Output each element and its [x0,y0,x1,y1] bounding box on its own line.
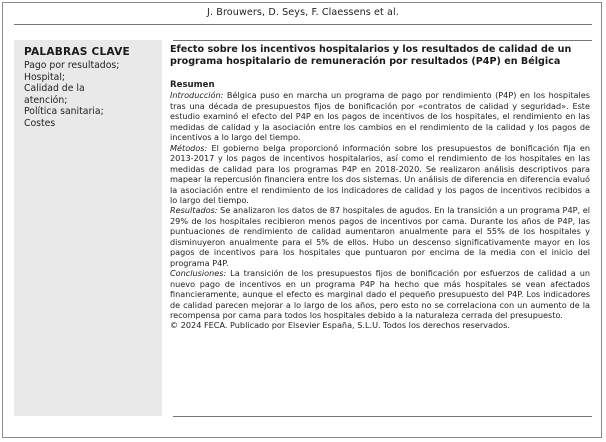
section-text: Bélgica puso en marcha un programa de pago por rendimiento (P4P) en los hospitales tras una década de presupuestos fijos de bonificación por «contratos de calidad y seguridad». Este estudio examinó el efecto del P4P en los pagos de incentivos de los hospitales, el rendimiento en las medidas de calidad y la asociación entre los cambios en el rendimiento de la calidad y los pagos de incentivos a lo largo del tiempo. [170,90,590,143]
top-rule [14,24,592,25]
section-text: La transición de los presupuestos fijos de bonificación por esfuerzos de calidad a un nuevo pago de incentivos en un programa P4P ha hecho que más hospitales se vean afectados financieramente, aunque el efecto es marginal dado el pequeño presupuesto del P4P. Los indicadores de calidad parecen mejorar a lo largo de los años, pero esto no se correlaciona con un aumento de la recompensa por cama para todos los hospitales debido a la naturaleza cerrada del presupuesto. [170,268,590,320]
abstract [170,80,590,331]
keyword-item: Hospital; [24,71,66,83]
section-label: Introducción: [170,90,224,101]
bottom-rule [173,416,592,417]
abstract-heading: Resumen [170,80,215,90]
keywords-list [24,60,158,129]
section-label: Conclusiones: [170,268,227,279]
abstract-conclusions [170,268,590,320]
copyright-line: © 2024 FECA. Publicado por Elsevier España, S.L.U. Todos los derechos reservados. [170,320,510,331]
section-label: Métodos: [170,142,208,153]
keyword-item: Política sanitaria; [24,106,104,117]
keywords-title: PALABRAS CLAVE [24,46,130,58]
section-label: Resultados: [170,205,218,216]
keyword-item: Costes [24,117,56,129]
article-title: Efecto sobre los incentivos hospitalarios y los resultados de calidad de un programa hospitalario de remuneración por resultados (P4P) en Bélgica [170,44,572,67]
abstract-methods [170,143,590,206]
abstract-introduction [170,90,590,142]
section-text: El gobierno belga proporcionó información sobre los presupuestos de bonificación fija en 2013-2017 y los pagos de incentivos hospitalarios, así como el rendimiento de los hospitales en las medidas de calidad para los programas P4P en 2018-2020. Se realizaron análisis descriptivos para mapear la repercusión financiera entre los dos sistemas. Un análisis de diferencia en diferencia evaluó la asociación entre el rendimiento de los indicadores de calidad y los pagos de incentivos recibidos a lo largo del tiempo. [170,142,590,205]
keyword-item: atención; [24,94,68,106]
keyword-item: Calidad de la [24,83,85,94]
keyword-item: Pago por resultados; [24,60,120,71]
title-rule [173,40,592,41]
running-head-authors: J. Brouwers, D. Seys, F. Claessens et al. [207,7,399,18]
section-text: Se analizaron los datos de 87 hospitales de agudos. En la transición a un programa P4P, el 29% de los hospitales recibieron menos pagos de incentivos por cama. Durante los años de P4P, las puntuaciones de rendimiento de calidad aumentaron anualmente para el 55% de los hospitales y disminuyeron anualmente para el 5% de ellos. Hubo un descenso significativamente mayor en los pagos de incentivos para los hospitales que puntuaron por encima de la media con el inicio del programa P4P. [170,205,590,268]
abstract-results [170,205,590,268]
